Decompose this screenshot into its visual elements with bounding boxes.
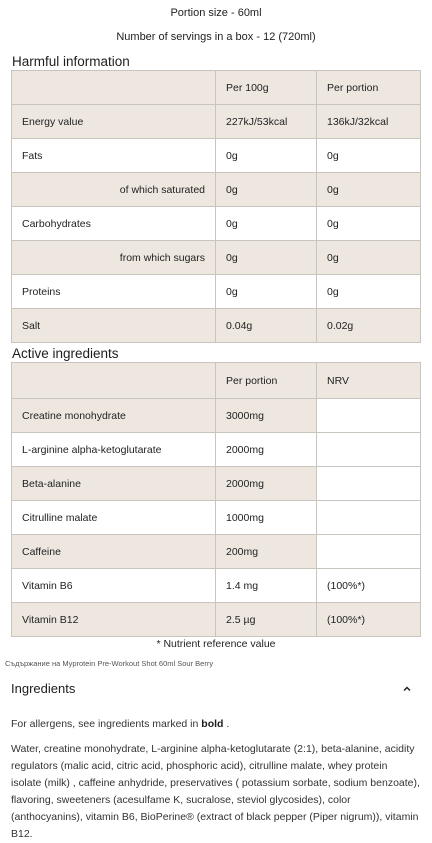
ingredient-name: Vitamin B12 xyxy=(12,603,216,637)
header-cell: Per 100g xyxy=(216,71,317,105)
ingredient-name: Vitamin B6 xyxy=(12,569,216,603)
table-header-row xyxy=(12,363,421,399)
nrv-value xyxy=(317,501,421,535)
header-cell: NRV xyxy=(317,363,421,399)
nutrient-name: Energy value xyxy=(12,105,216,139)
table-row xyxy=(12,467,421,501)
per-portion-value: 0g xyxy=(317,275,421,309)
table-row xyxy=(12,207,421,241)
ingredients-title: Ingredients xyxy=(11,681,76,696)
header-cell xyxy=(12,71,216,105)
table-row xyxy=(12,399,421,433)
table-row xyxy=(12,275,421,309)
per-portion-value: 1.4 mg xyxy=(216,569,317,603)
table-row xyxy=(12,309,421,343)
table-row xyxy=(12,569,421,603)
harmful-table xyxy=(11,70,421,343)
per-portion-value: 136kJ/32kcal xyxy=(317,105,421,139)
per-portion-value: 2000mg xyxy=(216,433,317,467)
nutrient-name: Carbohydrates xyxy=(12,207,216,241)
per-portion-value: 200mg xyxy=(216,535,317,569)
nutrient-name: from which sugars xyxy=(12,241,216,275)
per-portion-value: 1000mg xyxy=(216,501,317,535)
allergen-bold: bold xyxy=(201,718,224,730)
table-row xyxy=(12,173,421,207)
ingredient-name: Beta-alanine xyxy=(12,467,216,501)
per-100g-value: 0g xyxy=(216,139,317,173)
table-row xyxy=(12,241,421,275)
nrv-value xyxy=(317,535,421,569)
per-portion-value: 0g xyxy=(317,241,421,275)
nrv-value: (100%*) xyxy=(317,569,421,603)
nrv-value xyxy=(317,433,421,467)
nrv-value xyxy=(317,399,421,433)
table-row xyxy=(12,603,421,637)
nutrient-name: Fats xyxy=(12,139,216,173)
table-row xyxy=(12,139,421,173)
per-portion-value: 3000mg xyxy=(216,399,317,433)
per-100g-value: 0g xyxy=(216,241,317,275)
nutrient-name: Proteins xyxy=(12,275,216,309)
per-100g-value: 0.04g xyxy=(216,309,317,343)
nrv-footnote: * Nutrient reference value xyxy=(156,638,276,650)
active-title: Active ingredients xyxy=(12,346,119,361)
ingredient-name: L-arginine alpha-ketoglutarate xyxy=(12,433,216,467)
per-portion-value: 0g xyxy=(317,173,421,207)
per-portion-value: 2.5 µg xyxy=(216,603,317,637)
nutrient-name: Salt xyxy=(12,309,216,343)
chevron-up-icon[interactable] xyxy=(400,682,414,696)
nutrient-name: of which saturated xyxy=(12,173,216,207)
ingredient-name: Citrulline malate xyxy=(12,501,216,535)
nrv-value: (100%*) xyxy=(317,603,421,637)
header-cell: Per portion xyxy=(216,363,317,399)
per-100g-value: 227kJ/53kcal xyxy=(216,105,317,139)
active-table xyxy=(11,362,421,637)
per-portion-value: 0.02g xyxy=(317,309,421,343)
nrv-value xyxy=(317,467,421,501)
allergen-note: For allergens, see ingredients marked in bold . xyxy=(11,718,230,730)
per-100g-value: 0g xyxy=(216,275,317,309)
servings-count: Number of servings in a box - 12 (720ml) xyxy=(116,31,316,43)
ingredients-accordion-header[interactable] xyxy=(11,676,420,704)
ingredient-name: Caffeine xyxy=(12,535,216,569)
portion-size: Portion size - 60ml xyxy=(170,7,262,19)
per-100g-value: 0g xyxy=(216,173,317,207)
table-row xyxy=(12,501,421,535)
ingredients-text: Water, creatine monohydrate, L-arginine alpha-ketoglutarate (2:1), beta-alanine, acidity regulators (malic acid, citric acid, phosphoric acid), citrulline malate, whey protein isolate (milk) , caffeine anhydride, preservatives ( potassium sorbate, sodium benzoate), flavoring, sweeteners (acesulfame K, sucralose, steviol glycosides), color (anthocyanins), vitamin B6, BioPerine® (extract of black pepper (Piper nigrum)), vitamin B12. xyxy=(11,743,420,840)
per-portion-value: 0g xyxy=(317,207,421,241)
header-cell xyxy=(12,363,216,399)
ingredient-name: Creatine monohydrate xyxy=(12,399,216,433)
product-caption: Съдържание на Myprotein Pre-Workout Shot 60ml Sour Berry xyxy=(5,659,214,668)
per-100g-value: 0g xyxy=(216,207,317,241)
table-row xyxy=(12,535,421,569)
per-portion-value: 2000mg xyxy=(216,467,317,501)
harmful-title: Harmful information xyxy=(12,54,130,69)
per-portion-value: 0g xyxy=(317,139,421,173)
table-row xyxy=(12,105,421,139)
table-row xyxy=(12,433,421,467)
header-cell: Per portion xyxy=(317,71,421,105)
table-header-row xyxy=(12,71,421,105)
